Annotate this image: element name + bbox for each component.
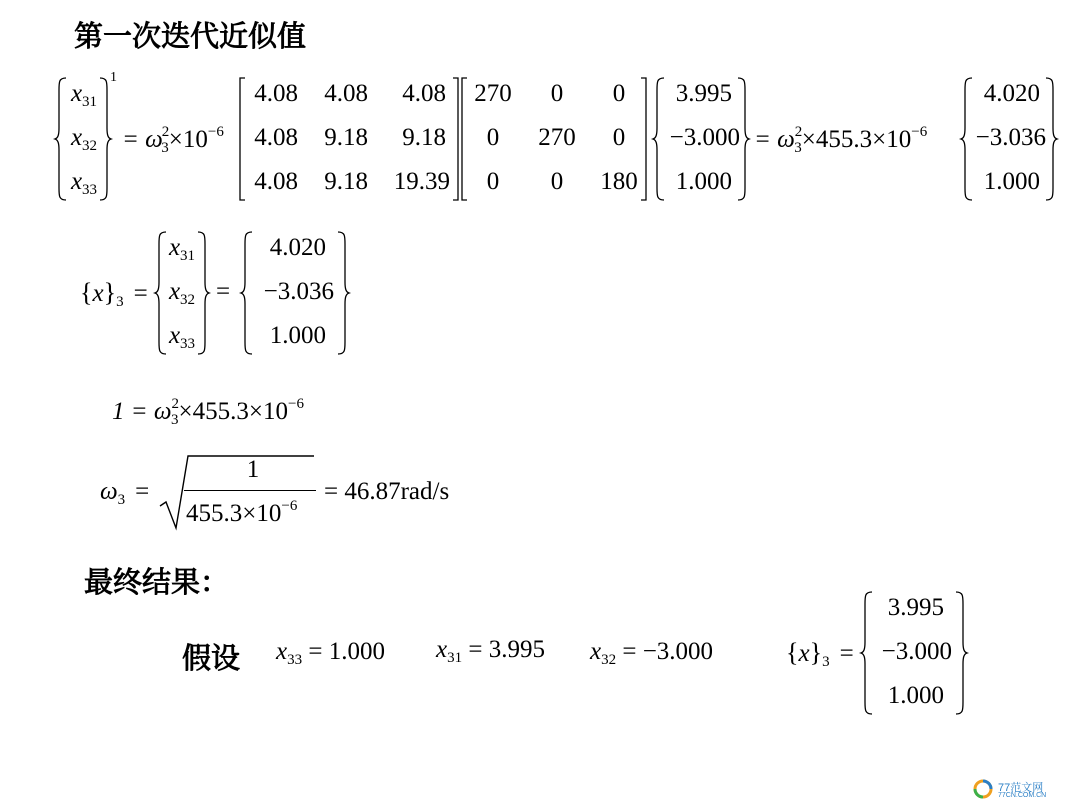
matrix-m-cell: 270: [538, 124, 576, 151]
final-mode-vector: [780, 590, 980, 720]
right-brace: [98, 76, 112, 202]
matrix-a-cell: 19.39: [393, 168, 450, 195]
assumption-x33: $x_{33} = 1.000$: [276, 638, 385, 668]
matrix-a-cell: 4.08: [254, 168, 298, 195]
result-x31: $x_{31} = 3.995$: [436, 636, 545, 666]
iteration-superscript: 1: [110, 70, 117, 85]
factor-omega: = $\omega^2_3\times 10^{-6}$: [122, 124, 224, 156]
final-vector-label: $\{x\}_3$ =: [786, 638, 854, 670]
matrix-m-cell: 180: [600, 168, 638, 195]
result-x32: $x_{32} = -3.000$: [590, 638, 714, 668]
valvec-right-brace: [336, 230, 350, 356]
vec-in-right-brace: [736, 76, 750, 202]
final-right-brace: [954, 590, 968, 716]
matrix-a-right-bracket: [452, 76, 460, 202]
equals-sign: =: [216, 278, 231, 305]
lhs-x31: $x_{31}$: [70, 80, 98, 110]
matrix-a-cell: 9.18: [324, 124, 368, 151]
matrix-a-cell: 4.08: [254, 80, 298, 107]
vec-in-value: 3.995: [675, 80, 732, 107]
x31: $x_{31}$: [168, 234, 196, 264]
matrix-a-cell: 4.08: [402, 80, 446, 107]
equation-frequency: [100, 448, 500, 538]
fraction-denominator: $455.3\times 10^{-6}$: [186, 498, 298, 527]
mode-vector-label: $\{x\}_3$ =: [80, 278, 148, 310]
matrix-a-cell: 9.18: [402, 124, 446, 151]
x33: $x_{33}$: [168, 322, 196, 352]
frequency-result: = 46.87rad/s: [324, 478, 450, 505]
equation-mode-vector: [0, 220, 420, 360]
omega-symbol: $\omega_3$ =: [100, 478, 150, 508]
matrix-a-cell: 4.08: [324, 80, 368, 107]
matrix-a-left-bracket: [238, 76, 246, 202]
fraction-numerator: 1: [246, 456, 260, 483]
watermark-url: 77CN.COM.CN: [998, 792, 1047, 799]
assume-label: 假设: [182, 641, 241, 675]
mode-value: 1.000: [269, 322, 326, 349]
matrix-a-cell: 4.08: [254, 124, 298, 151]
mid-factor: = $\omega^2_3\times 455.3\times 10^{-6}$: [754, 124, 928, 156]
final-heading: 最终结果：: [84, 565, 230, 599]
page-title: 第一次迭代近似值: [74, 19, 307, 53]
matrix-m-cell: 0: [550, 168, 564, 195]
fraction-bar: [184, 490, 316, 491]
final-value: −3.000: [881, 638, 952, 665]
watermark: [972, 778, 1062, 804]
vec-in-value: 1.000: [675, 168, 732, 195]
final-value: 3.995: [887, 594, 944, 621]
watermark-name: 77范文网: [998, 782, 1044, 794]
equation-iteration: [0, 0, 1080, 220]
vec-out-value: 1.000: [983, 168, 1040, 195]
vec-out-value: −3.036: [975, 124, 1046, 151]
vec-in-value: −3.000: [669, 124, 740, 151]
swirl-logo-icon: [972, 778, 994, 800]
matrix-m-cell: 0: [612, 124, 626, 151]
mode-value: −3.036: [263, 278, 334, 305]
lhs-x32: $x_{32}$: [70, 124, 98, 154]
matrix-a-cell: 9.18: [324, 168, 368, 195]
matrix-m-cell: 0: [612, 80, 626, 107]
matrix-m-cell: 270: [474, 80, 512, 107]
lhs-x33: $x_{33}$: [70, 168, 98, 198]
mode-value: 4.020: [269, 234, 326, 261]
matrix-m-cell: 0: [486, 168, 500, 195]
equation-normalize: $1 = \omega^2_3\times 455.3\times 10^{-6}$: [112, 396, 304, 428]
x32: $x_{32}$: [168, 278, 196, 308]
vec-out-right-brace: [1044, 76, 1058, 202]
matrix-m-cell: 0: [550, 80, 564, 107]
xvec-right-brace: [196, 230, 210, 356]
vec-out-value: 4.020: [983, 80, 1040, 107]
matrix-m-cell: 0: [486, 124, 500, 151]
final-value: 1.000: [887, 682, 944, 709]
